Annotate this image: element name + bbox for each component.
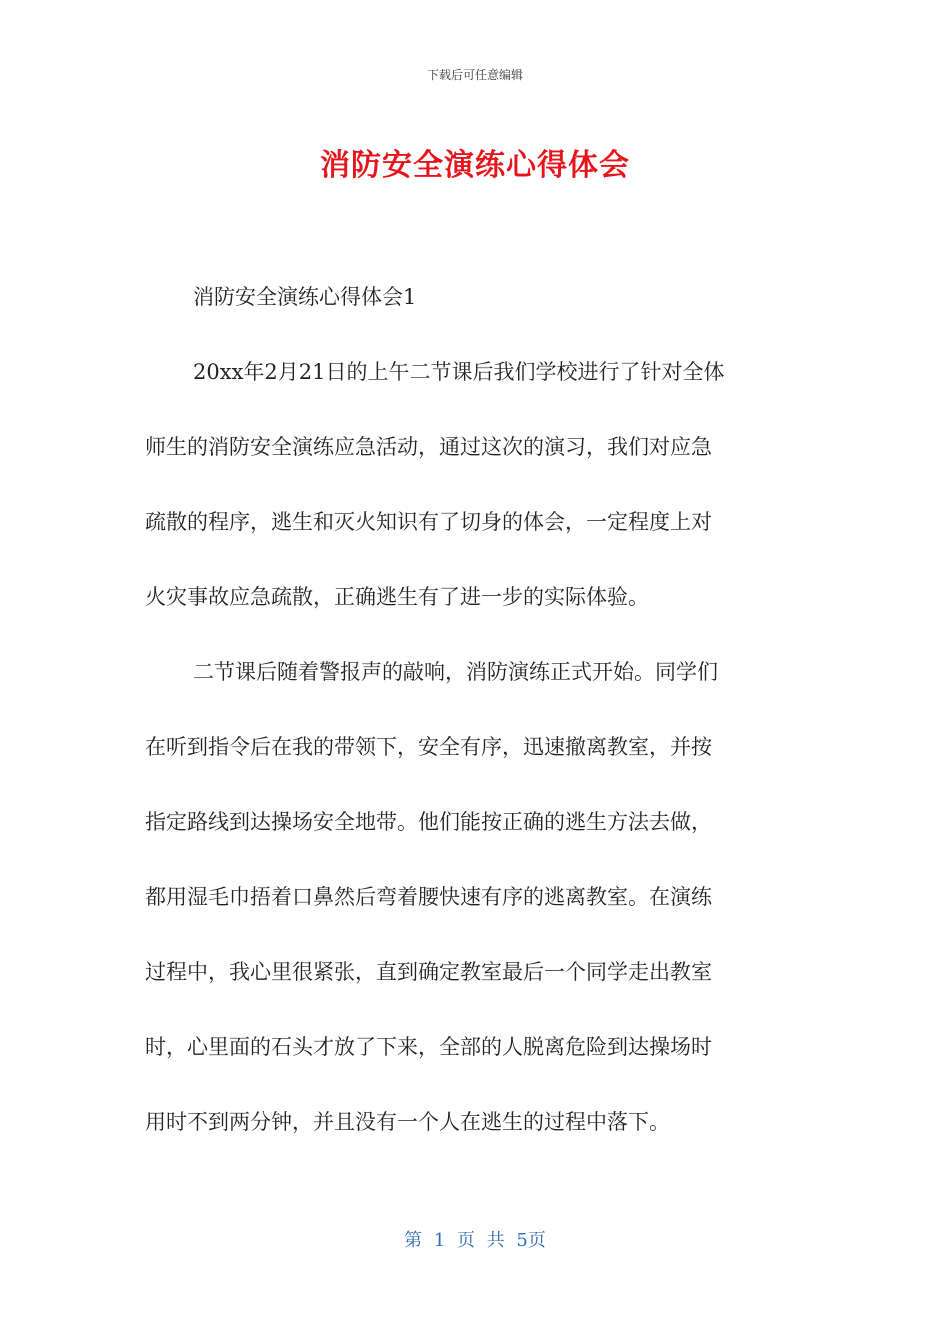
document-body: [145, 260, 805, 1160]
document-title: 消防安全演练心得体会: [320, 148, 630, 183]
paragraph-line: 指定路线到达操场安全地带。他们能按正确的逃生方法去做，: [145, 810, 712, 834]
paragraph-line: 都用湿毛巾捂着口鼻然后弯着腰快速有序的逃离教室。在演练: [145, 885, 712, 909]
header-note: 下载后可任意编辑: [426, 68, 523, 82]
page-number-footer: 第 1 页 共 5页: [404, 1230, 546, 1251]
paragraph-line: 师生的消防安全演练应急活动，通过这次的演习，我们对应急: [145, 435, 712, 459]
paragraph-line: 疏散的程序，逃生和灭火知识有了切身的体会，一定程度上对: [145, 510, 712, 534]
paragraph-1: [145, 335, 805, 635]
paragraph-line: 用时不到两分钟，并且没有一个人在逃生的过程中落下。: [145, 1110, 670, 1134]
paragraph-line: 在听到指令后在我的带领下，安全有序，迅速撤离教室，并按: [145, 735, 712, 759]
document-subtitle: 消防安全演练心得体会1: [193, 285, 417, 309]
paragraph-line: 火灾事故应急疏散，正确逃生有了进一步的实际体验。: [145, 585, 649, 609]
paragraph-line: 过程中，我心里很紧张，直到确定教室最后一个同学走出教室: [145, 960, 712, 984]
paragraph-line: 二节课后随着警报声的敲响，消防演练正式开始。同学们: [193, 660, 718, 684]
paragraph-2: [145, 635, 805, 1160]
paragraph-line: 时，心里面的石头才放了下来，全部的人脱离危险到达操场时: [145, 1035, 712, 1059]
paragraph-line: 20xx年2月21日的上午二节课后我们学校进行了针对全体: [193, 360, 725, 384]
